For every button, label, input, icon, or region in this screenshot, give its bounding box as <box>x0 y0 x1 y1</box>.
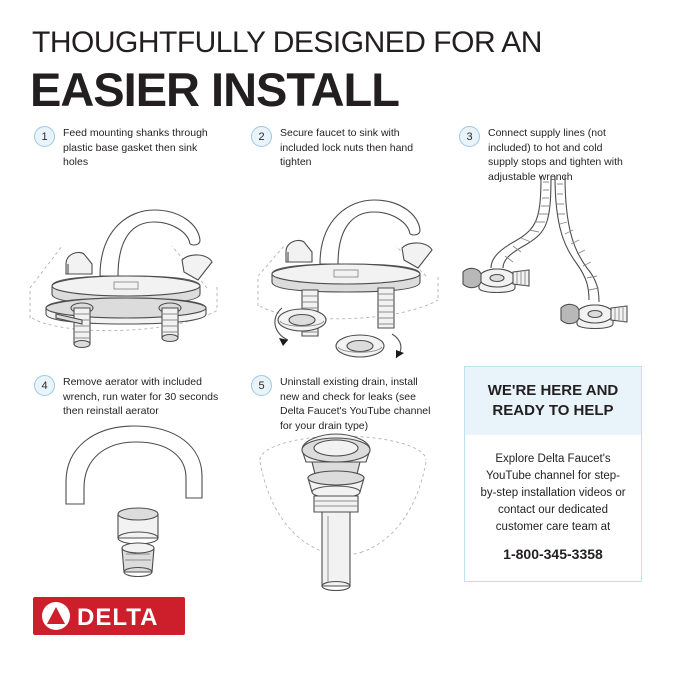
step-1-number: 1 <box>34 126 55 147</box>
step-2-text: Secure faucet to sink with included lock nuts then hand tighten <box>280 127 414 168</box>
step-3-text: Connect supply lines (not included) to hot and cold supply stops and tighten with adjustable wrench <box>488 127 623 183</box>
help-box <box>464 366 642 582</box>
illustration-step-3-supply-lines <box>455 168 645 373</box>
help-body <box>465 435 641 581</box>
step-5-text: Uninstall existing drain, install new and check for leaks (see Delta Faucet's YouTube channel for your drain type) <box>280 376 431 432</box>
headline-line-1: THOUGHTFULLY DESIGNED FOR AN <box>32 26 542 59</box>
step-2-number: 2 <box>251 126 272 147</box>
step-1-text: Feed mounting shanks through plastic base gasket then sink holes <box>63 127 208 168</box>
step-5-number: 5 <box>251 375 272 396</box>
step-3-number: 3 <box>459 126 480 147</box>
illustration-step-5-drain <box>250 420 450 600</box>
illustration-step-4-aerator <box>60 420 250 585</box>
illustration-step-1-faucet-gasket <box>22 168 232 358</box>
delta-logo-text: DELTA <box>77 604 159 631</box>
help-body-text: Explore Delta Faucet's YouTube channel for step-by-step installation videos or contact our dedicated customer care team at <box>480 453 626 533</box>
headline-line-2: EASIER INSTALL <box>30 63 399 116</box>
delta-logo <box>33 597 185 635</box>
delta-logo-triangle-icon <box>47 607 65 624</box>
step-4-number: 4 <box>34 375 55 396</box>
step-4-text: Remove aerator with included wrench, run water for 30 seconds then reinstall aerator <box>63 376 219 417</box>
help-heading: WE'RE HERE AND READY TO HELP <box>465 367 641 435</box>
help-phone-number[interactable]: 1-800-345-3358 <box>503 546 603 562</box>
illustration-step-2-lock-nuts <box>240 168 455 368</box>
